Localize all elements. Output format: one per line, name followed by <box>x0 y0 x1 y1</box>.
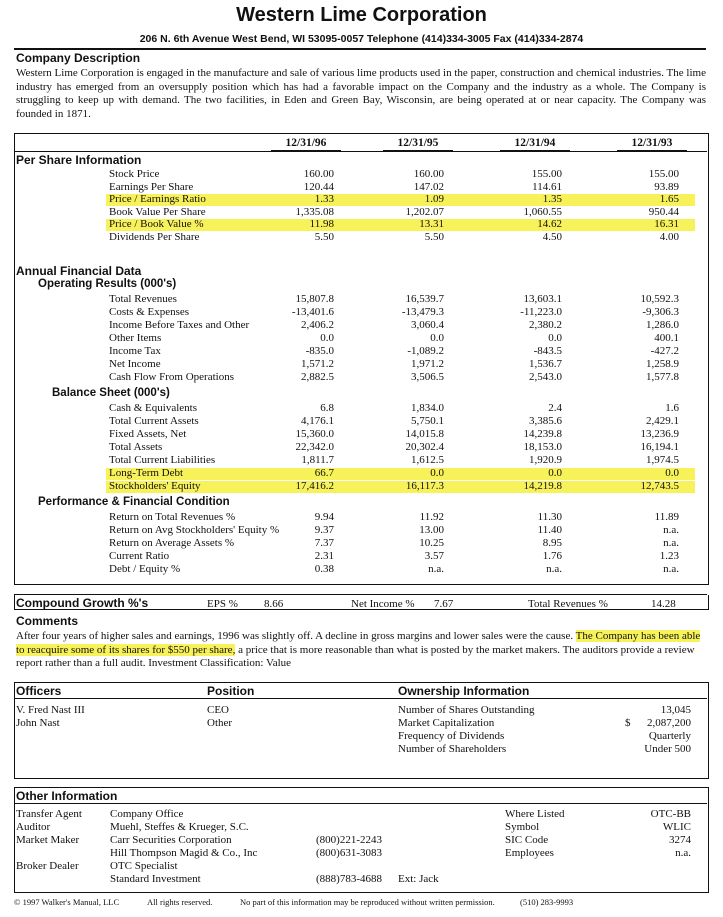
officers-rule <box>14 698 707 699</box>
performance-value: 13.00 <box>419 524 444 536</box>
operating-value: 2,543.0 <box>529 371 562 383</box>
balance-value: 1.6 <box>665 402 679 414</box>
operating-label: Net Income <box>109 358 161 370</box>
balance-value: 66.7 <box>314 467 334 479</box>
balance-value: 3,385.6 <box>529 415 562 427</box>
top-rule <box>14 48 706 50</box>
operating-value: -13,479.3 <box>401 306 444 318</box>
other-info-heading: Other Information <box>16 789 118 803</box>
per-share-value: 93.89 <box>654 180 679 193</box>
listing-label: SIC Code <box>505 834 549 846</box>
balance-value: 17,416.2 <box>295 480 334 492</box>
performance-value: 9.37 <box>314 524 334 536</box>
other-name: Company Office <box>110 808 184 820</box>
footer-notice: No part of this information may be reproduced without written permission. <box>240 897 495 907</box>
other-role: Market Maker <box>16 834 80 846</box>
performance-value: 11.40 <box>537 524 562 536</box>
operating-value: 1,571.2 <box>301 358 334 370</box>
per-share-value: 16.31 <box>654 218 679 231</box>
per-share-value: 114.61 <box>532 180 562 193</box>
other-role: Auditor <box>16 821 51 833</box>
comments-heading: Comments <box>16 614 79 628</box>
performance-value: 1.76 <box>542 550 562 562</box>
balance-value: 5,750.1 <box>411 415 444 427</box>
per-share-value: 1.33 <box>314 193 334 206</box>
balance-value: 14,239.8 <box>523 428 562 440</box>
company-address: 206 N. 6th Avenue West Bend, WI 53095-0057 Telephone (414)334-3005 Fax (414)334-2874 <box>139 33 584 45</box>
balance-value: 1,920.9 <box>529 454 562 466</box>
operating-value: -427.2 <box>650 345 679 357</box>
column-header: 12/31/93 <box>617 137 687 151</box>
performance-value: 7.37 <box>314 537 334 549</box>
operating-value: -11,223.0 <box>520 306 562 318</box>
per-share-value: 13.31 <box>419 218 444 231</box>
balance-value: 1,974.5 <box>646 454 679 466</box>
per-share-value: 160.00 <box>413 168 444 180</box>
operating-value: 0.0 <box>548 332 562 344</box>
description-heading: Company Description <box>16 51 141 65</box>
performance-value: n.a. <box>663 563 679 575</box>
other-ext: Ext: Jack <box>398 873 439 885</box>
operating-value: -9,306.3 <box>642 306 679 318</box>
balance-label: Long-Term Debt <box>109 467 184 479</box>
listing-value: WLIC <box>662 821 691 833</box>
ni-growth-value: 7.67 <box>434 598 454 610</box>
balance-value: 22,342.0 <box>295 441 334 453</box>
operating-heading: Operating Results (000's) <box>38 278 177 290</box>
performance-value: 8.95 <box>542 537 562 549</box>
header-rule <box>14 151 707 152</box>
per-share-label: Book Value Per Share <box>109 205 206 218</box>
balance-value: 0.0 <box>665 467 679 479</box>
performance-value: 10.25 <box>419 537 444 549</box>
ownership-value: Quarterly <box>648 730 691 742</box>
per-share-value: 120.44 <box>303 180 334 193</box>
operating-value: 1,286.0 <box>646 319 679 331</box>
comments-text-part: a price that is more reasonable than what is posted by the market makers. The auditors provide a review report rather than a full audit. Investment Classification: Value <box>16 643 695 669</box>
other-info-rule <box>14 803 707 804</box>
per-share-value: 160.00 <box>303 168 334 180</box>
officers-heading: Officers <box>16 684 62 698</box>
column-header: 12/31/96 <box>271 137 341 151</box>
growth-heading: Compound Growth %'s <box>16 596 149 610</box>
column-header: 12/31/94 <box>500 137 570 151</box>
description-text: Western Lime Corporation is engaged in the manufacture and sale of various lime products used in the paper, construction and chemical industries. The lime industry has emerged from an oversupply position which has had a favorable impact on the Company and the industry as a whole. The Company is struggling to keep up with demand. The two facilities, in Eden and Green Bay, Wisconsin, are being operated at or near capacity. The Company was founded in 1871. <box>16 67 706 120</box>
balance-value: 0.0 <box>548 467 562 479</box>
operating-label: Income Before Taxes and Other <box>109 319 250 331</box>
balance-value: 16,194.1 <box>640 441 679 453</box>
per-share-value: 155.00 <box>531 168 562 180</box>
performance-label: Return on Average Assets % <box>109 537 235 549</box>
operating-label: Other Items <box>109 332 162 344</box>
company-title: Western Lime Corporation <box>236 4 487 26</box>
comments-highlight: The Company has been able to reacquire some of its shares for $550 per share, <box>16 630 701 656</box>
performance-value: 11.92 <box>419 511 444 523</box>
per-share-value: 1,202.07 <box>405 205 444 218</box>
rev-growth-value: 14.28 <box>651 598 676 610</box>
per-share-value: 950.44 <box>648 205 679 218</box>
officer-position: Other <box>207 717 233 729</box>
ownership-value: Under 500 <box>644 743 691 755</box>
balance-label: Total Assets <box>109 441 163 453</box>
comments-text-part: After four years of higher sales and earnings, 1996 was slightly off. A decline in gross margins and lower sales were the cause. <box>16 630 576 642</box>
per-share-value: 1.35 <box>542 193 562 206</box>
ownership-value: 2,087,200 <box>647 717 691 729</box>
listing-label: Where Listed <box>505 808 565 820</box>
balance-label: Stockholders' Equity <box>109 480 201 492</box>
per-share-value: 155.00 <box>648 168 679 180</box>
other-role: Broker Dealer <box>16 860 79 872</box>
other-name: Carr Securities Corporation <box>110 834 232 846</box>
operating-value: 1,536.7 <box>529 358 562 370</box>
balance-value: 1,612.5 <box>411 454 444 466</box>
operating-value: -843.5 <box>533 345 562 357</box>
balance-value: 14,219.8 <box>523 480 562 492</box>
balance-value: 2,429.1 <box>646 415 679 427</box>
per-share-label: Stock Price <box>109 168 160 180</box>
performance-value: n.a. <box>663 537 679 549</box>
officer-position: CEO <box>207 704 229 716</box>
footer-phone: (510) 283-9993 <box>520 897 574 907</box>
ownership-label: Number of Shareholders <box>398 743 507 755</box>
operating-label: Costs & Expenses <box>109 306 190 318</box>
performance-value: 3.57 <box>424 550 444 562</box>
performance-value: n.a. <box>663 524 679 536</box>
other-phone: (800)631-3083 <box>316 847 382 859</box>
balance-heading: Balance Sheet (000's) <box>52 387 170 399</box>
operating-value: 13,603.1 <box>523 293 562 305</box>
balance-label: Cash & Equivalents <box>109 402 197 414</box>
other-phone: (800)221-2243 <box>316 834 382 846</box>
balance-label: Total Current Liabilities <box>109 454 216 466</box>
per-share-value: 1.09 <box>424 193 444 206</box>
per-share-value: 5.50 <box>424 231 444 243</box>
per-share-value: 5.50 <box>314 231 334 243</box>
balance-value: 4,176.1 <box>301 415 334 427</box>
other-name: Hill Thompson Magid & Co., Inc <box>110 847 258 859</box>
column-header: 12/31/95 <box>383 137 453 151</box>
balance-label: Total Current Assets <box>109 415 199 427</box>
operating-value: 3,060.4 <box>411 319 444 331</box>
performance-value: 2.31 <box>314 550 334 562</box>
eps-growth-label: EPS % <box>207 598 238 610</box>
balance-value: 2.4 <box>548 402 562 414</box>
operating-value: -13,401.6 <box>291 306 334 318</box>
other-name: Muehl, Steffes & Krueger, S.C. <box>110 821 249 833</box>
listing-label: Symbol <box>505 821 540 833</box>
ownership-label: Market Capitalization <box>398 717 495 729</box>
operating-value: -1,089.2 <box>407 345 444 357</box>
officer-name: John Nast <box>16 717 60 729</box>
per-share-value: 1,060.55 <box>523 205 562 218</box>
balance-value: 12,743.5 <box>640 480 679 492</box>
operating-value: 0.0 <box>430 332 444 344</box>
operating-value: -835.0 <box>305 345 334 357</box>
balance-value: 16,117.3 <box>405 480 444 492</box>
balance-value: 6.8 <box>320 402 334 414</box>
operating-value: 1,258.9 <box>646 358 679 370</box>
other-phone: (888)783-4688 <box>316 873 382 885</box>
per-share-label: Price / Book Value % <box>109 218 204 231</box>
comments-text <box>16 630 706 671</box>
officers-box <box>14 682 709 779</box>
balance-value: 1,811.7 <box>301 454 334 466</box>
per-share-value: 147.02 <box>413 180 444 193</box>
officer-name: V. Fred Nast III <box>16 704 85 716</box>
eps-growth-value: 8.66 <box>264 598 284 610</box>
operating-value: 2,406.2 <box>301 319 334 331</box>
per-share-value: 4.00 <box>659 231 679 243</box>
performance-value: 9.94 <box>314 511 334 523</box>
performance-label: Debt / Equity % <box>109 563 181 575</box>
listing-label: Employees <box>505 847 554 859</box>
other-name: OTC Specialist <box>110 860 178 872</box>
listing-value: OTC-BB <box>650 808 691 820</box>
operating-value: 15,807.8 <box>295 293 334 305</box>
operating-value: 2,380.2 <box>529 319 562 331</box>
operating-label: Total Revenues <box>109 293 177 305</box>
performance-value: 0.38 <box>314 563 334 575</box>
ownership-label: Number of Shares Outstanding <box>398 704 535 716</box>
per-share-label: Price / Earnings Ratio <box>109 193 206 206</box>
performance-label: Return on Total Revenues % <box>109 511 236 523</box>
per-share-label: Earnings Per Share <box>109 180 194 193</box>
balance-value: 0.0 <box>430 467 444 479</box>
performance-value: 1.23 <box>659 550 679 562</box>
performance-heading: Performance & Financial Condition <box>38 496 230 508</box>
ni-growth-label: Net Income % <box>351 598 415 610</box>
ownership-value: 13,045 <box>660 704 691 716</box>
per-share-value: 1.65 <box>659 193 679 206</box>
per-share-heading: Per Share Information <box>16 153 142 167</box>
balance-value: 15,360.0 <box>295 428 334 440</box>
performance-value: 11.30 <box>537 511 562 523</box>
per-share-value: 11.98 <box>309 218 334 231</box>
other-name: Standard Investment <box>110 873 201 885</box>
footer-copyright: © 1997 Walker's Manual, LLC <box>14 897 120 907</box>
operating-value: 0.0 <box>320 332 334 344</box>
other-role: Transfer Agent <box>16 808 82 820</box>
per-share-value: 1,335.08 <box>295 205 334 218</box>
performance-label: Return on Avg Stockholders' Equity % <box>109 524 280 536</box>
operating-value: 1,577.8 <box>646 371 679 383</box>
listing-value: 3274 <box>669 834 691 846</box>
balance-value: 14,015.8 <box>405 428 444 440</box>
ownership-label: Frequency of Dividends <box>398 730 505 742</box>
balance-value: 18,153.0 <box>523 441 562 453</box>
per-share-label: Dividends Per Share <box>109 231 200 243</box>
footer-rights: All rights reserved. <box>147 897 213 907</box>
balance-value: 13,236.9 <box>640 428 679 440</box>
annual-heading: Annual Financial Data <box>16 264 142 278</box>
operating-value: 1,971.2 <box>411 358 444 370</box>
operating-label: Cash Flow From Operations <box>109 371 234 383</box>
performance-label: Current Ratio <box>109 550 170 562</box>
per-share-value: 4.50 <box>542 231 562 243</box>
operating-label: Income Tax <box>109 345 161 357</box>
balance-label: Fixed Assets, Net <box>109 428 187 440</box>
position-heading: Position <box>207 684 255 698</box>
balance-value: 20,302.4 <box>405 441 444 453</box>
performance-value: n.a. <box>428 563 444 575</box>
listing-value: n.a. <box>675 847 691 859</box>
balance-value: 1,834.0 <box>411 402 444 414</box>
performance-value: n.a. <box>546 563 562 575</box>
per-share-value: 14.62 <box>537 218 562 231</box>
operating-value: 2,882.5 <box>301 371 334 383</box>
operating-value: 400.1 <box>654 332 679 344</box>
performance-value: 11.89 <box>654 511 679 523</box>
ownership-heading: Ownership Information <box>398 684 530 698</box>
operating-value: 10,592.3 <box>640 293 679 305</box>
operating-value: 16,539.7 <box>405 293 444 305</box>
rev-growth-label: Total Revenues % <box>528 598 608 610</box>
ownership-prefix: $ <box>625 717 631 729</box>
operating-value: 3,506.5 <box>411 371 444 383</box>
